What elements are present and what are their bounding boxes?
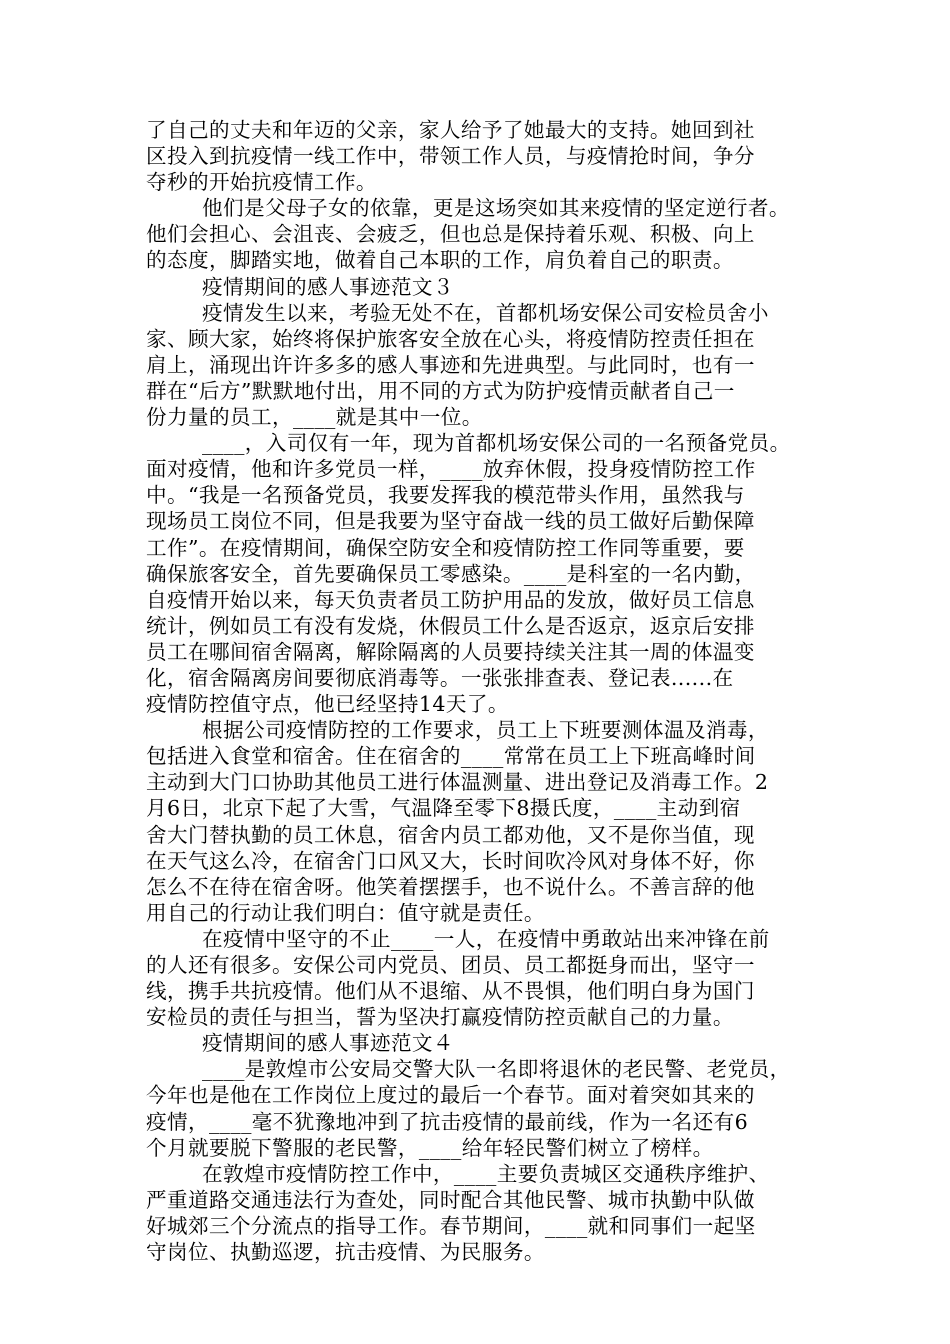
text-line: 怎么不在待在宿舍呀。他笑着摆摆手，也不说什么。不善言辞的他	[146, 874, 755, 899]
text-line: 在敦煌市疫情防控工作中，____主要负责城区交通秩序维护、	[202, 1161, 770, 1186]
text-line: 中。“我是一名预备党员，我要发挥我的模范带头作用，虽然我与	[146, 483, 745, 508]
text-line: 他们会担心、会沮丧、会疲乏，但也总是保持着乐观、积极、向上	[146, 222, 755, 247]
text-line: 群在“后方”默默地付出，用不同的方式为防护疫情贡献者自己一	[146, 378, 735, 403]
text-line: 包括进入食堂和宿舍。住在宿舍的____常常在员工上下班高峰时间	[146, 744, 756, 769]
text-line: 月6日，北京下起了大雪，气温降至零下8摄氏度，____主动到宿	[146, 796, 741, 821]
text-line: 线，携手共抗疫情。他们从不退缩、从不畏惧，他们明白身为国门	[146, 979, 755, 1004]
section-heading: 疫情期间的感人事迹范文３	[202, 274, 454, 299]
text-line: 疫情，____毫不犹豫地冲到了抗击疫情的最前线，作为一名还有6	[146, 1109, 749, 1134]
text-line: 在疫情中坚守的不止____一人，在疫情中勇敢站出来冲锋在前	[202, 926, 770, 951]
text-line: 自疫情开始以来，每天负责者员工防护用品的发放，做好员工信息	[146, 587, 755, 612]
text-line: 家、顾大家，始终将保护旅客安全放在心头，将疫情防控责任担在	[146, 326, 755, 351]
text-line: ____，入司仅有一年，现为首都机场安保公司的一名预备党员。	[202, 431, 791, 456]
text-line: 用自己的行动让我们明白：值守就是责任。	[146, 900, 545, 925]
text-line: 在天气这么冷，在宿舍门口风又大，长时间吹冷风对身体不好，你	[146, 848, 755, 873]
text-line: 了自己的丈夫和年迈的父亲，家人给予了她最大的支持。她回到社	[146, 118, 755, 142]
text-line: 夺秒的开始抗疫情工作。	[146, 170, 377, 195]
document-body	[146, 117, 806, 1265]
text-line: 员工在哪间宿舍隔离，解除隔离的人员要持续关注其一周的体温变	[146, 639, 755, 664]
text-line: 份力量的员工，____就是其中一位。	[146, 405, 483, 430]
text-line: 主动到大门口协助其他员工进行体温测量、进出登记及消毒工作。2	[146, 770, 769, 795]
text-line: 好城郊三个分流点的指导工作。春节期间，____就和同事们一起坚	[146, 1213, 756, 1238]
text-line: 确保旅客安全，首先要确保员工零感染。____是科室的一名内勤，	[146, 561, 756, 586]
text-line: 疫情防控值守点，他已经坚持14天了。	[146, 692, 509, 717]
text-line: 个月就要脱下警服的老民警，____给年轻民警们树立了榜样。	[146, 1135, 714, 1160]
text-line: 肩上，涌现出许许多多的感人事迹和先进典型。与此同时，也有一	[146, 352, 755, 377]
text-line: 的人还有很多。安保公司内党员、团员、员工都挺身而出，坚守一	[146, 953, 755, 977]
text-line: 今年也是他在工作岗位上度过的最后一个春节。面对着突如其来的	[146, 1083, 755, 1108]
text-line: 安检员的责任与担当，誓为坚决打赢疫情防控贡献自己的力量。	[146, 1005, 734, 1030]
text-line: ____是敦煌市公安局交警大队一名即将退休的老民警、老党员，	[202, 1057, 791, 1082]
text-line: 面对疫情，他和许多党员一样，____放弃休假，投身疫情防控工作	[146, 457, 756, 482]
text-line: 工作”。在疫情期间，确保空防安全和疫情防控工作同等重要，要	[146, 535, 745, 560]
text-line: 根据公司疫情防控的工作要求，员工上下班要测体温及消毒，	[202, 718, 769, 743]
text-line: 区投入到抗疫情一线工作中，带领工作人员，与疫情抢时间，争分	[146, 144, 755, 169]
text-line: 疫情发生以来，考验无处不在，首都机场安保公司安检员舍小	[202, 300, 769, 325]
section-heading: 疫情期间的感人事迹范文４	[202, 1031, 454, 1056]
text-line: 统计，例如员工有没有发烧，休假员工什么是否返京，返京后安排	[146, 613, 755, 638]
text-line: 现场员工岗位不同，但是我要为坚守奋战一线的员工做好后勤保障	[146, 509, 755, 534]
text-line: 严重道路交通违法行为查处，同时配合其他民警、城市执勤中队做	[146, 1187, 755, 1212]
text-line: 舍大门替执勤的员工休息，宿舍内员工都劝他，又不是你当值，现	[146, 822, 755, 847]
text-line: 他们是父母子女的依靠，更是这场突如其来疫情的坚定逆行者。	[202, 196, 790, 221]
text-line: 化，宿舍隔离房间要彻底消毒等。一张张排查表、登记表......在	[146, 665, 734, 690]
text-line: 守岗位、执勤巡逻，抗击疫情、为民服务。	[146, 1240, 545, 1265]
text-line: 的态度，脚踏实地，做着自己本职的工作，肩负着自己的职责。	[146, 248, 734, 273]
